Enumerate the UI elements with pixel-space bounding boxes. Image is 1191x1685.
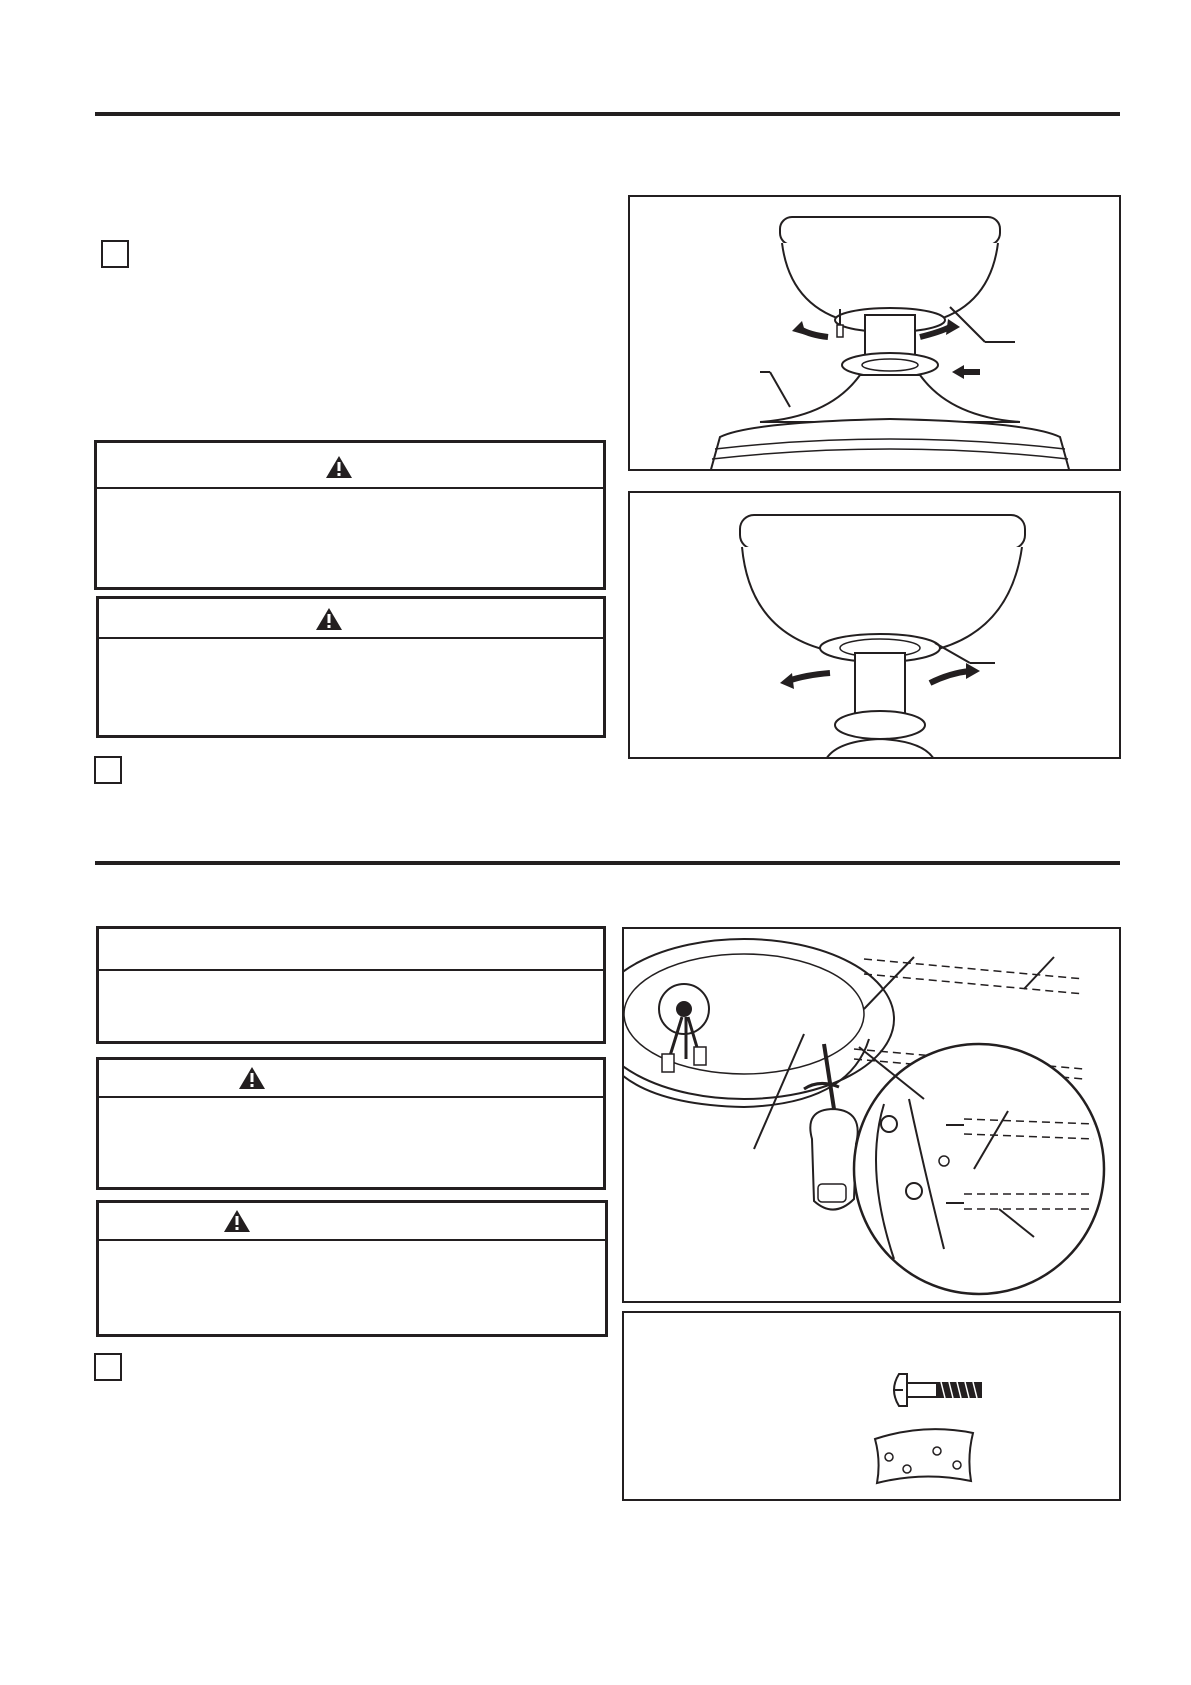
warning-box-4 <box>96 1200 608 1337</box>
warning-box-2 <box>96 596 606 738</box>
warning-triangle-icon <box>223 1209 251 1233</box>
warning-box-1 <box>94 440 606 590</box>
section-divider-top <box>95 112 1120 116</box>
step-checkbox-1[interactable] <box>101 240 129 268</box>
canopy-and-collar-figure <box>628 195 1121 471</box>
warning-triangle-icon <box>238 1066 266 1090</box>
blade-screw-icon <box>889 1370 999 1410</box>
section-divider-bottom <box>95 861 1120 865</box>
step-checkbox-2[interactable] <box>94 756 122 784</box>
warning-triangle-icon <box>315 607 343 631</box>
blade-attachment-figure <box>622 927 1121 1303</box>
notice-box <box>96 926 606 1044</box>
warning-box-3 <box>96 1057 606 1190</box>
step-checkbox-3[interactable] <box>94 1353 122 1381</box>
blade-bracket-plate-icon <box>869 1427 979 1487</box>
warning-triangle-icon <box>325 455 353 479</box>
canopy-seated-figure <box>628 491 1121 759</box>
hardware-figure <box>622 1311 1121 1501</box>
